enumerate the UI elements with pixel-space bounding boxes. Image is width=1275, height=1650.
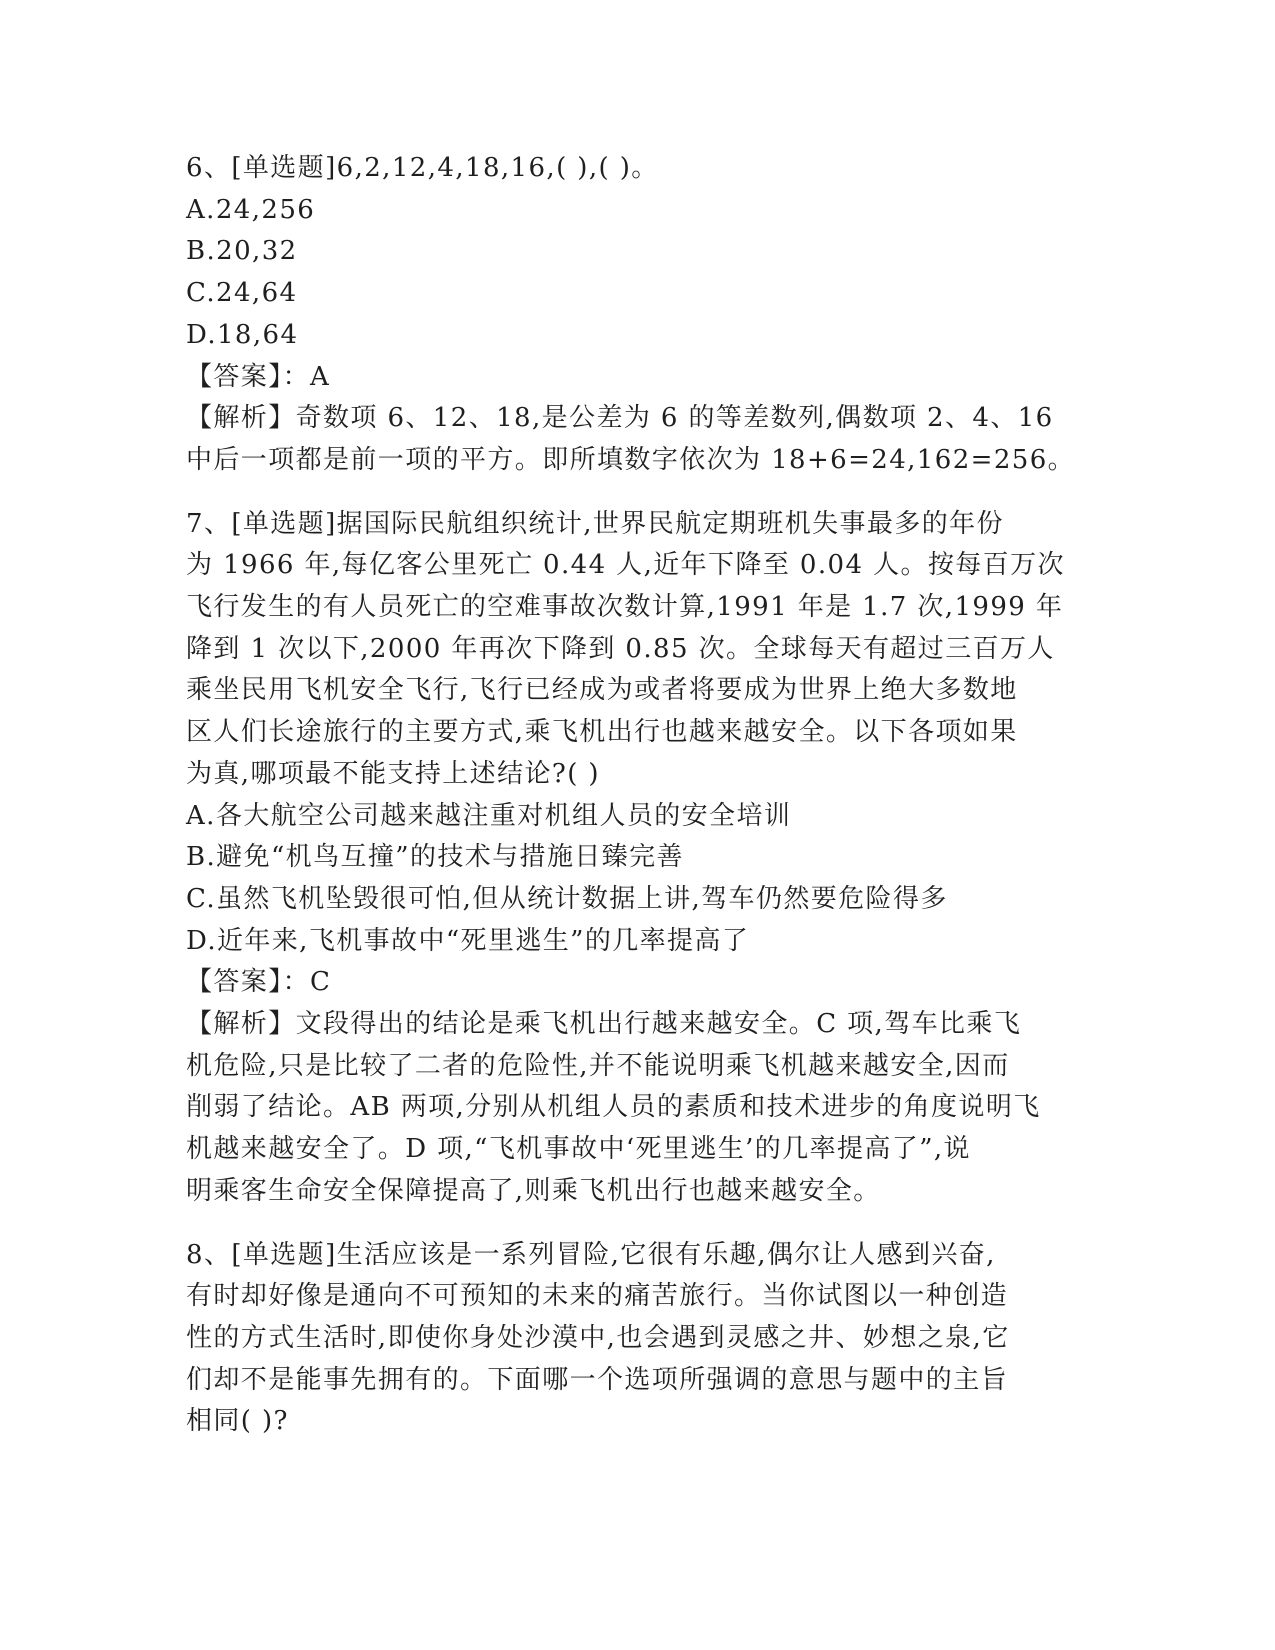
answer: 【答案】：A <box>186 361 331 392</box>
analysis-line: 明乘客生命安全保障提高了,则乘飞机出行也越来越安全。 <box>186 1175 881 1206</box>
analysis-line: 机越来越安全了。D 项,“飞机事故中‘死里逃生’的几率提高了”,说 <box>186 1134 971 1165</box>
analysis-line: 机危险,只是比较了二者的危险性,并不能说明乘飞机越来越安全,因而 <box>186 1050 1010 1081</box>
question-stem-line: 们却不是能事先拥有的。下面哪一个选项所强调的意思与题中的主旨 <box>186 1364 1009 1395</box>
analysis-line: 中后一项都是前一项的平方。即所填数字依次为 18+6=24,162=256。 <box>186 444 1076 475</box>
question-7 <box>186 504 1086 1213</box>
question-stem-line: 为真,哪项最不能支持上述结论?( ) <box>186 758 600 789</box>
option-d: D.18,64 <box>186 319 299 350</box>
question-stem-line: 7、[单选题]据国际民航组织统计,世界民航定期班机失事最多的年份 <box>186 508 1004 539</box>
analysis-line: 【解析】文段得出的结论是乘飞机出行越来越安全。C 项,驾车比乘飞 <box>186 1009 1022 1040</box>
option-a: A.24,256 <box>186 194 316 225</box>
question-stem-line: 有时却好像是通向不可预知的未来的痛苦旅行。当你试图以一种创造 <box>186 1281 1009 1312</box>
question-8 <box>186 1235 1086 1444</box>
question-stem-line: 飞行发生的有人员死亡的空难事故次数计算,1991 年是 1.7 次,1999 年 <box>186 592 1064 623</box>
question-stem-line: 性的方式生活时,即使你身处沙漠中,也会遇到灵感之井、妙想之泉,它 <box>186 1322 1010 1353</box>
analysis-line: 削弱了结论。AB 两项,分别从机组人员的素质和技术进步的角度说明飞 <box>186 1092 1041 1123</box>
question-6 <box>186 148 1086 482</box>
question-stem-line: 乘坐民用飞机安全飞行,飞行已经成为或者将要成为世界上绝大多数地 <box>186 675 1018 706</box>
option-b: B.避免“机鸟互撞”的技术与措施日臻完善 <box>186 842 684 873</box>
question-stem-line: 为 1966 年,每亿客公里死亡 0.44 人,近年下降至 0.04 人。按每百万次 <box>186 550 1065 581</box>
question-stem-line: 区人们长途旅行的主要方式,乘飞机出行也越来越安全。以下各项如果 <box>186 717 1018 748</box>
analysis-line: 【解析】奇数项 6、12、18,是公差为 6 的等差数列,偶数项 2、4、16 <box>186 403 1054 434</box>
question-stem-line: 降到 1 次以下,2000 年再次下降到 0.85 次。全球每天有超过三百万人 <box>186 633 1055 664</box>
option-c: C.24,64 <box>186 278 298 309</box>
option-c: C.虽然飞机坠毁很可怕,但从统计数据上讲,驾车仍然要危险得多 <box>186 883 948 914</box>
answer: 【答案】：C <box>186 967 332 998</box>
option-a: A.各大航空公司越来越注重对机组人员的安全培训 <box>186 800 792 831</box>
question-stem-line: 8、[单选题]生活应该是一系列冒险,它很有乐趣,偶尔让人感到兴奋, <box>186 1239 996 1270</box>
option-d: D.近年来,飞机事故中“死里逃生”的几率提高了 <box>186 925 750 956</box>
option-b: B.20,32 <box>186 236 298 267</box>
question-stem: 6、[单选题]6,2,12,4,18,16,( ),( )。 <box>186 153 659 183</box>
question-stem-line: 相同( )? <box>186 1406 289 1437</box>
question-list <box>186 148 1086 1443</box>
